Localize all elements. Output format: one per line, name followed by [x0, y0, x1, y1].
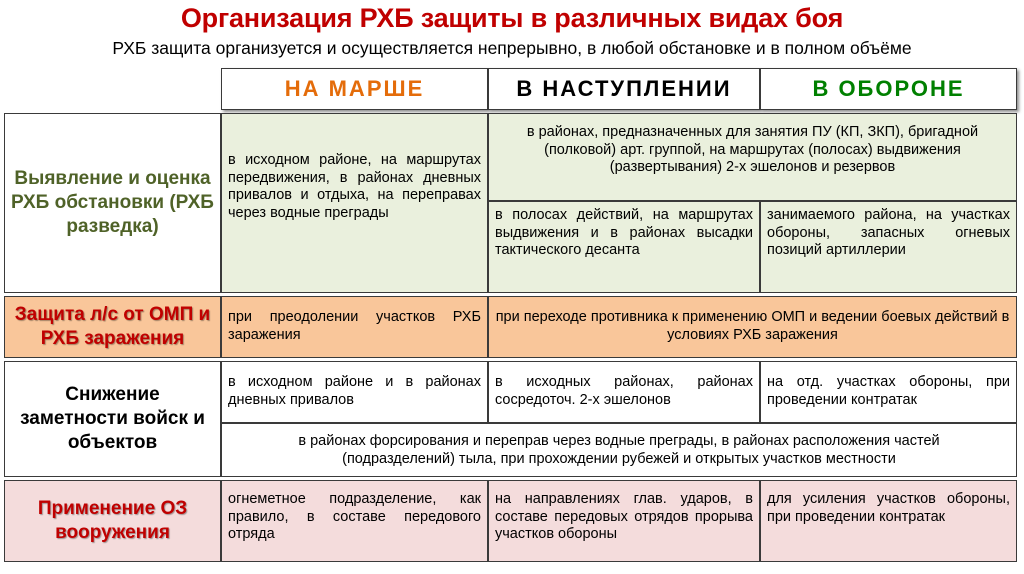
- cell-detection-offense-text: в полосах действий, на маршрутах выдвижения и в районах высадки тактического десанта: [495, 207, 753, 258]
- column-header-defense-label: В ОБОРОНЕ: [812, 76, 965, 101]
- row-label-weapons: [4, 480, 221, 562]
- cell-protection-march-text: при преодолении участков РХБ заражения: [228, 309, 481, 343]
- cell-detection-defense: [760, 201, 1017, 293]
- cell-visibility-march: [221, 361, 488, 423]
- cell-protection-offense-defense: [488, 296, 1017, 358]
- cell-weapons-offense: [488, 480, 760, 562]
- column-header-march: [221, 68, 488, 110]
- row-label-visibility-text: Снижение заметности войск и объектов: [20, 384, 205, 453]
- column-header-offense: [488, 68, 760, 110]
- cell-protection-march: [221, 296, 488, 358]
- row-label-visibility: [4, 361, 221, 477]
- cell-protection-offense-defense-text: при переходе противника к применению ОМП и ведении боевых действий в условиях РХБ заражения: [495, 309, 1010, 343]
- cell-visibility-defense: [760, 361, 1017, 423]
- cell-weapons-offense-text: на направлениях глав. ударов, в составе передовых отрядов прорыва участков обороны: [495, 491, 753, 542]
- cell-detection-offense-defense: [488, 113, 1017, 201]
- cell-weapons-march: [221, 480, 488, 562]
- column-header-offense-label: В НАСТУПЛЕНИИ: [516, 76, 732, 101]
- page-title: Организация РХБ защиты в различных видах боя: [180, 3, 844, 33]
- row-label-protection: [4, 296, 221, 358]
- cell-detection-march-text: в исходном районе, на маршрутах передвижения, в районах дневных привалов и отдыха, на переправах через водные преграды: [228, 152, 481, 221]
- row-label-protection-text: Защита л/с от ОМП и РХБ заражения: [14, 304, 211, 349]
- cell-visibility-defense-text: на отд. участках обороны, при проведении контратак: [767, 374, 1010, 408]
- cell-visibility-march-text: в исходном районе и в районах дневных привалов: [228, 374, 481, 408]
- cell-visibility-offense-text: в исходных районах, районах сосредоточ. 2-х эшелонов: [495, 374, 753, 408]
- column-header-march-label: НА МАРШЕ: [284, 76, 425, 101]
- cell-detection-defense-text: занимаемого района, на участках обороны, запасных огневых позиций артиллерии: [767, 207, 1010, 258]
- cell-visibility-all: [221, 423, 1017, 477]
- cell-weapons-march-text: огнеметное подразделение, как правило, в составе передового отряда: [228, 491, 481, 542]
- column-header-defense: [760, 68, 1017, 110]
- page-subtitle: РХБ защита организуется и осуществляется непрерывно, в любой обстановке и в полном объёме: [112, 38, 912, 58]
- cell-detection-march: [221, 113, 488, 293]
- row-label-detection-text: Выявление и оценка РХБ обстановки (РХБ разведка): [11, 168, 214, 237]
- cell-visibility-offense: [488, 361, 760, 423]
- cell-detection-offense: [488, 201, 760, 293]
- cell-visibility-all-text: в районах форсирования и переправ через водные преграды, в районах расположения частей (подразделений) тыла, при прохождении рубежей и открытых участков местности: [298, 433, 940, 467]
- cell-weapons-defense-text: для усиления участков обороны, при проведении контратак: [767, 491, 1010, 525]
- row-label-detection: [4, 113, 221, 293]
- cell-weapons-defense: [760, 480, 1017, 562]
- cell-detection-offense-defense-text: в районах, предназначенных для занятия ПУ (КП, ЗКП), бригадной (полковой) арт. группой, на маршрутах (полосах) выдвижения (развертывания) 2-х эшелонов и резервов: [526, 124, 979, 175]
- row-label-weapons-text: Применение ОЗ вооружения: [37, 498, 188, 543]
